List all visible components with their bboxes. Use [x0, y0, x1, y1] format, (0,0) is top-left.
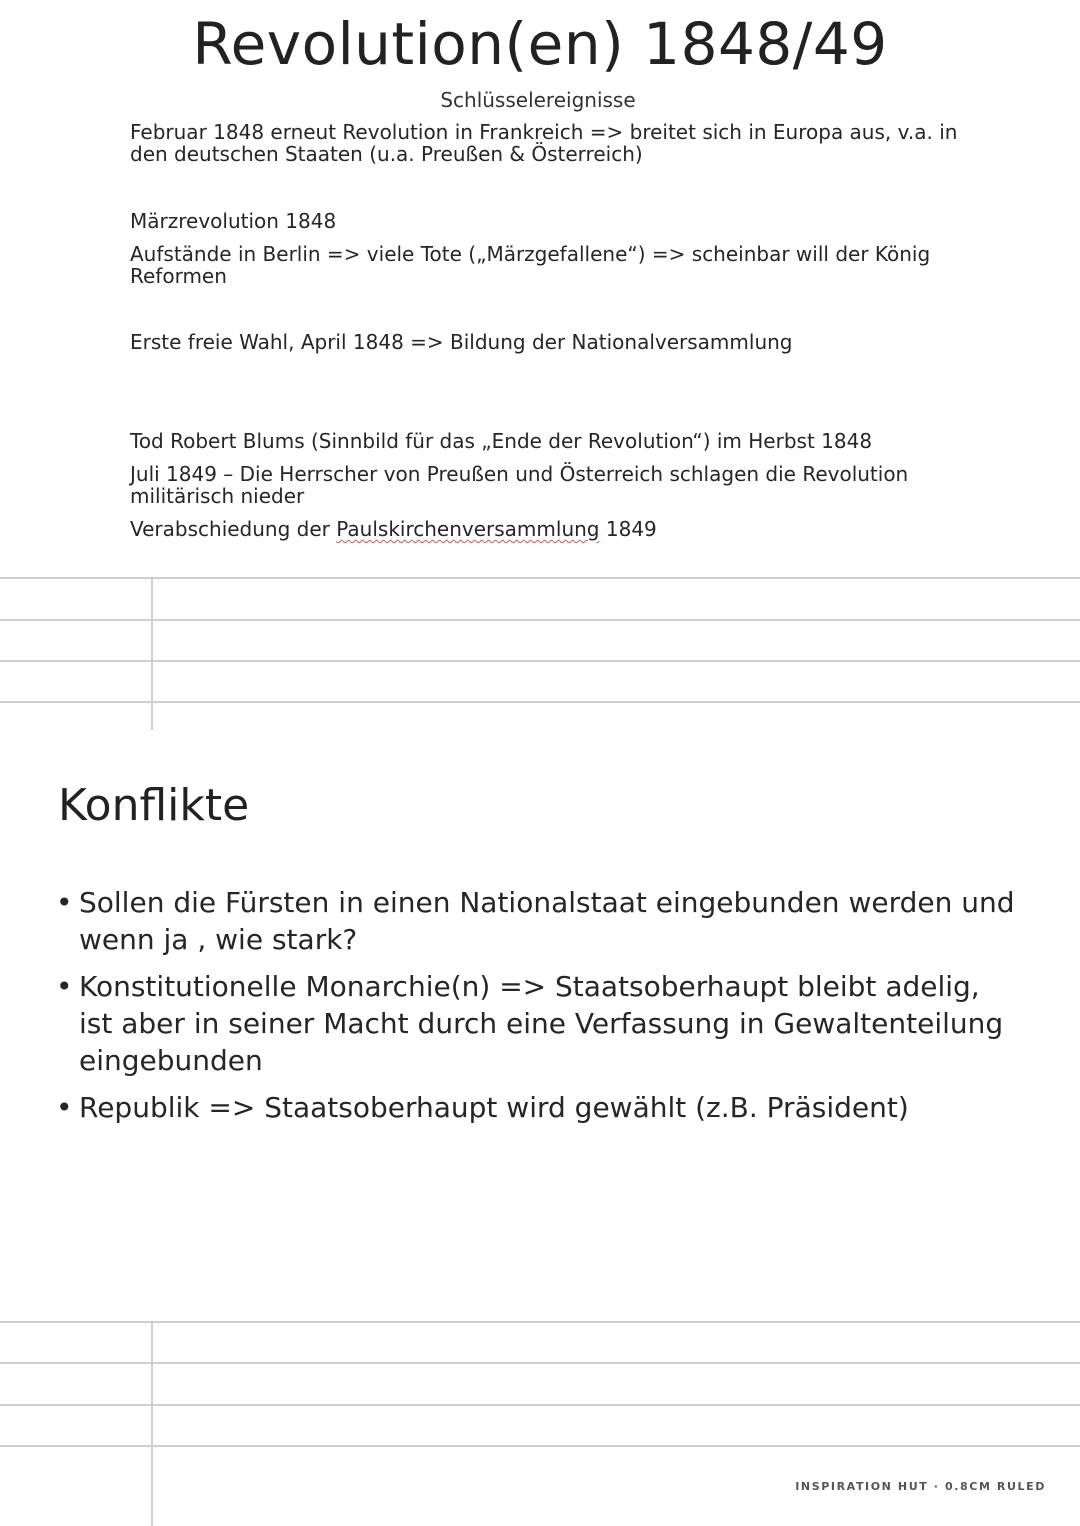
list-item [56, 884, 1016, 958]
rule-line [0, 701, 1080, 703]
list-item [56, 968, 1016, 1079]
rule-line [0, 660, 1080, 662]
event-verabschiedung-prefix: Verabschiedung der [130, 517, 337, 541]
spellcheck-underlined-word: Paulskirchenversammlung [336, 517, 600, 541]
list-item-text: Republik => Staatsoberhaupt wird gewählt (z.B. Präsident) [79, 1091, 909, 1124]
list-item-text: Sollen die Fürsten in einen Nationalstaat eingebunden werden und wenn ja , wie stark? [79, 886, 1015, 956]
margin-line [151, 577, 153, 730]
rule-line [0, 1404, 1080, 1406]
event-februar-1848: Februar 1848 erneut Revolution in Frankreich => breitet sich in Europa aus, v.a. in den deutschen Staaten (u.a. Preußen & Österreich) [130, 120, 958, 166]
rule-line [0, 619, 1080, 621]
event-maerzrevolution: Märzrevolution 1848 [130, 209, 337, 233]
conflict-list [56, 884, 1016, 1136]
rule-line [0, 1321, 1080, 1323]
section-title-konflikte: Konflikte [58, 780, 250, 831]
list-item [56, 1089, 1016, 1126]
list-item-text: Konstitutionelle Monarchie(n) => Staatsoberhaupt bleibt adelig, ist aber in seiner Macht durch eine Verfassung in Gewaltenteilung eingebunden [79, 970, 1004, 1077]
event-juli-1849: Juli 1849 – Die Herrscher von Preußen und Österreich schlagen die Revolution militärisch nieder [130, 462, 909, 508]
rule-line [0, 1362, 1080, 1364]
footer-label: INSPIRATION HUT · 0.8CM RULED [795, 1480, 1046, 1493]
bullet-icon: • [56, 1091, 73, 1124]
subtitle: Schlüsselereignisse [440, 88, 636, 112]
page-title: Revolution(en) 1848/49 [192, 10, 888, 78]
event-verabschiedung-suffix: 1849 [599, 517, 657, 541]
event-tod-robert-blum: Tod Robert Blums (Sinnbild für das „Ende der Revolution“) im Herbst 1848 [130, 429, 873, 453]
bullet-icon: • [56, 970, 73, 1003]
margin-line [151, 1321, 153, 1526]
rule-line [0, 1445, 1080, 1447]
rule-line [0, 577, 1080, 579]
event-verabschiedung [130, 518, 970, 540]
event-aufstaende-berlin: Aufstände in Berlin => viele Tote („Märzgefallene“) => scheinbar will der König Reformen [130, 242, 931, 288]
bullet-icon: • [56, 886, 73, 919]
event-erste-freie-wahl: Erste freie Wahl, April 1848 => Bildung der Nationalversammlung [130, 330, 793, 354]
